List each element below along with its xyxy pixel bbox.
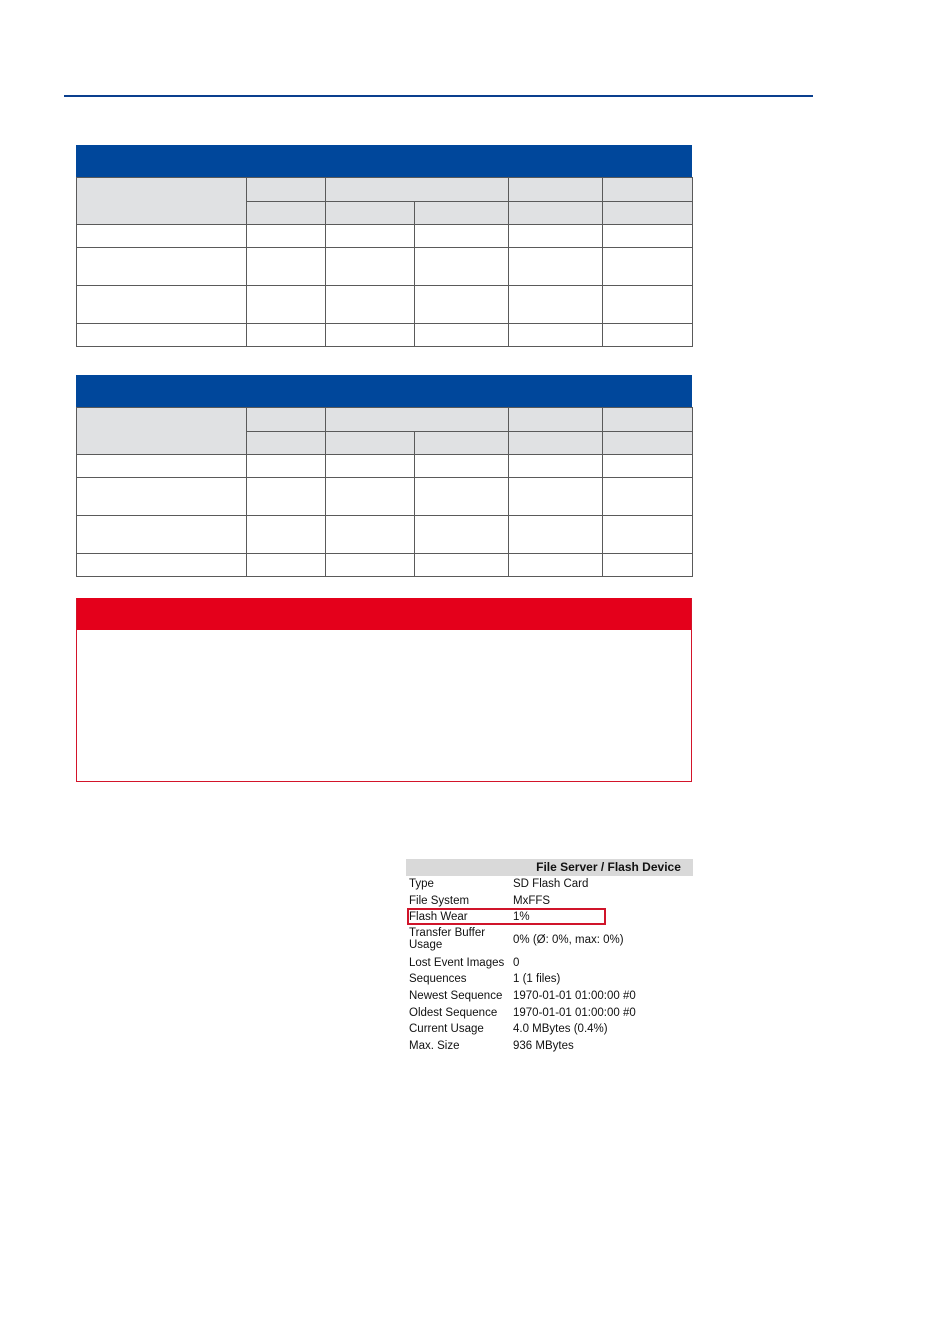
table-header-cell [326,432,415,455]
table-header-cell [247,408,326,432]
table-cell [415,225,509,248]
table-cell [77,455,247,478]
table-cell [603,554,693,577]
panel-row-value: 1% [513,911,530,924]
warning-title-bar [77,598,691,630]
panel-row-value: 0% (Ø: 0%, max: 0%) [513,933,624,946]
table-cell [509,286,603,324]
panel-row-label: Sequences [409,973,467,986]
table-cell [415,248,509,286]
table-cell [415,554,509,577]
panel-row-sequences [406,971,693,988]
table-2-grid [76,407,693,577]
table-cell [326,248,415,286]
table-cell [603,286,693,324]
table-cell [509,554,603,577]
panel-row-type [406,876,693,893]
table-header-cell [247,432,326,455]
table-cell [247,516,326,554]
table-header-row [77,178,693,202]
table-header-cell [326,202,415,225]
table-row [77,516,693,554]
panel-row-value: MxFFS [513,894,551,907]
panel-row-label: Lost Event Images [409,956,505,969]
table-cell [415,516,509,554]
panel-row-newest-sequence [406,988,693,1005]
table-cell [415,286,509,324]
panel-row-label: Newest Sequence [409,989,503,1002]
table-row [77,248,693,286]
table-row [77,324,693,347]
table-header-cell [509,178,603,202]
table-cell [326,516,415,554]
table-cell [603,516,693,554]
panel-row-value: 4.0 MBytes (0.4%) [513,1023,608,1036]
table-cell [603,225,693,248]
table-cell [415,324,509,347]
table-cell [77,225,247,248]
panel-row-value: SD Flash Card [513,878,589,890]
panel-row-label: File System [409,894,470,907]
table-cell [77,324,247,347]
file-server-panel [406,859,693,1054]
table-cell [326,478,415,516]
warning-box [76,598,692,782]
panel-row-label: Oldest Sequence [409,1006,498,1019]
table-cell [603,478,693,516]
panel-row-max-size [406,1038,693,1055]
panel-row-value: 1970-01-01 01:00:00 #0 [513,989,636,1002]
table-row [77,478,693,516]
panel-row-label: Flash Wear [409,911,468,924]
table-header-cell [415,202,509,225]
panel-row-value: 0 [513,956,520,969]
table-cell [247,324,326,347]
table-cell [603,324,693,347]
panel-row-label: Type [409,878,434,890]
table-header-cell [77,178,247,225]
table-cell [509,478,603,516]
table-header-cell [77,408,247,455]
table-row [77,455,693,478]
table-cell [77,286,247,324]
table-header-cell [509,202,603,225]
table-2-title-bar [76,375,692,407]
table-cell [603,455,693,478]
table-header-cell [509,432,603,455]
table-1-grid [76,177,693,347]
header-rule [64,95,813,97]
panel-row-value: 1 (1 files) [513,973,561,986]
table-cell [415,478,509,516]
table-header-cell [326,178,509,202]
table-header-cell [247,202,326,225]
panel-row-transfer-buffer [406,926,693,955]
panel-row-flash-wear [406,909,693,926]
table-cell [247,455,326,478]
spec-table-2 [76,375,692,577]
table-cell [415,455,509,478]
table-header-cell [415,432,509,455]
table-cell [509,455,603,478]
table-header-cell [603,202,693,225]
table-header-cell [247,178,326,202]
table-cell [247,478,326,516]
table-row [77,554,693,577]
table-cell [77,554,247,577]
table-cell [247,248,326,286]
panel-row-value: 936 MBytes [513,1039,574,1052]
table-cell [509,248,603,286]
table-cell [247,554,326,577]
table-cell [603,248,693,286]
table-cell [326,286,415,324]
table-cell [509,225,603,248]
table-row [77,225,693,248]
table-cell [326,554,415,577]
table-cell [509,516,603,554]
table-cell [77,248,247,286]
table-row [77,286,693,324]
table-cell [509,324,603,347]
table-header-cell [603,178,693,202]
table-header-cell [509,408,603,432]
panel-row-value: 1970-01-01 01:00:00 #0 [513,1006,636,1019]
table-cell [326,324,415,347]
panel-row-oldest-sequence [406,1005,693,1022]
panel-row-file-system [406,893,693,910]
panel-row-lost-event-images [406,955,693,972]
table-header-row [77,408,693,432]
panel-row-label: Max. Size [409,1039,460,1052]
panel-title: File Server / Flash Device [406,859,693,876]
table-header-cell [326,408,509,432]
panel-row-label: Transfer Buffer Usage [409,926,486,951]
panel-row-current-usage [406,1021,693,1038]
table-header-cell [603,408,693,432]
panel-row-label: Current Usage [409,1023,484,1036]
table-header-cell [603,432,693,455]
table-cell [326,225,415,248]
table-cell [77,478,247,516]
table-cell [77,516,247,554]
table-cell [326,455,415,478]
spec-table-1 [76,145,692,347]
table-1-title-bar [76,145,692,177]
table-cell [247,225,326,248]
table-cell [247,286,326,324]
